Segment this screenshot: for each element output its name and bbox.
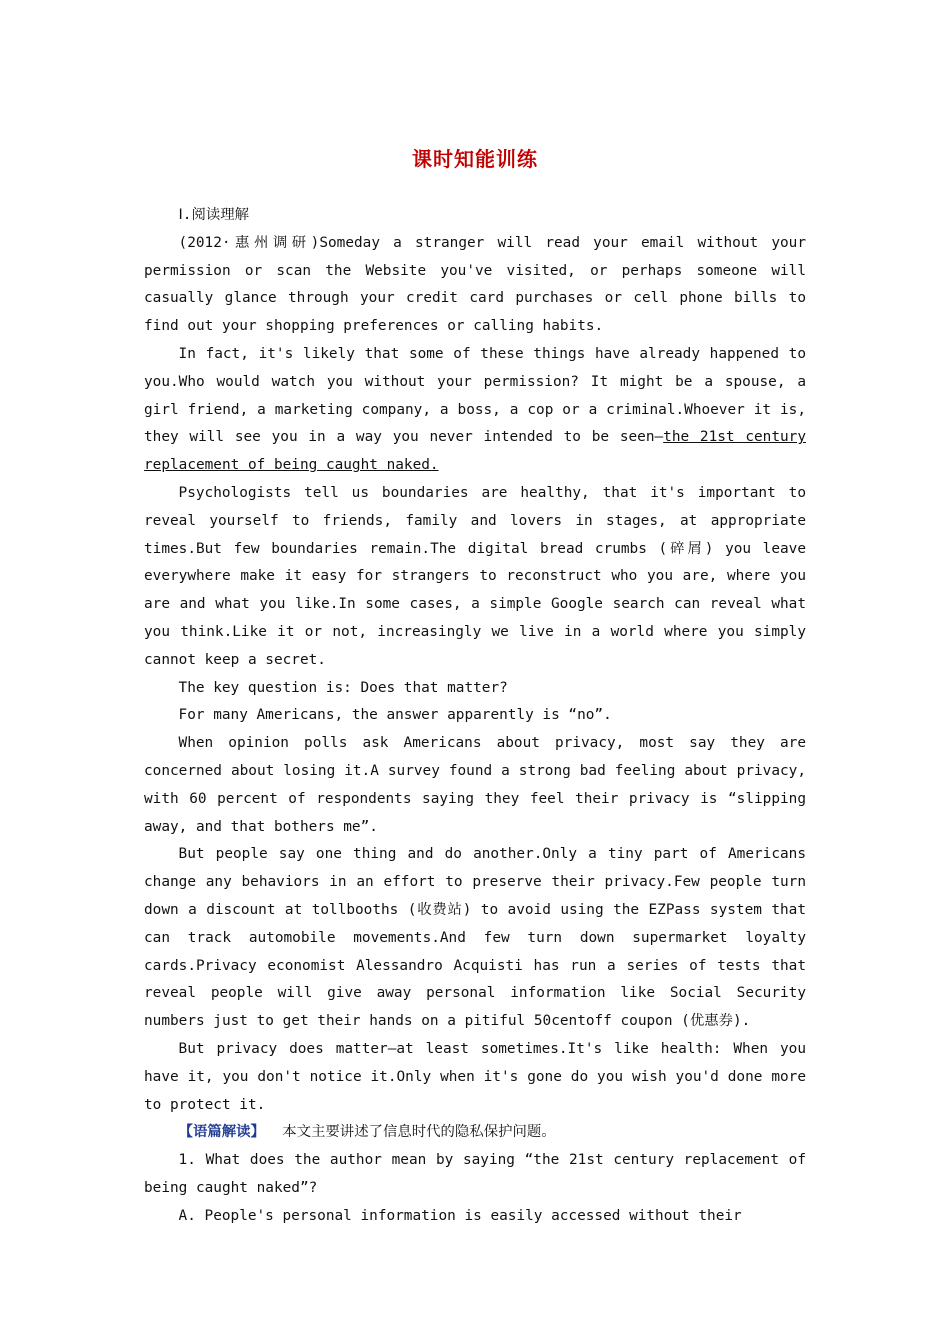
summary-tag: 【语篇解读】 bbox=[178, 1124, 265, 1141]
paragraph-5: For many Americans, the answer apparently is “no”. bbox=[178, 707, 612, 724]
paragraph-6: When opinion polls ask Americans about privacy, most say they are concerned about losing it.A survey found a strong bad feeling about privacy, with 60 percent of respondents saying they feel their privacy is “slipping away, and that bothers me”. bbox=[144, 735, 806, 835]
paragraph-1: (2012·惠州调研)Someday a stranger will read your email without your permission or scan the Website you've visited, or perhaps someone will casually glance through your credit card purchases or cell phone bills to find out your shopping preferences or calling habits. bbox=[144, 234, 806, 335]
summary-text: 本文主要讲述了信息时代的隐私保护问题。 bbox=[282, 1124, 556, 1141]
summary-line bbox=[144, 1119, 806, 1147]
paragraph-8: But privacy does matter—at least sometimes.It's like health: When you have it, you don't notice it.Only when it's gone do you wish you'd done more to protect it. bbox=[144, 1040, 806, 1113]
paragraph-2 bbox=[144, 341, 806, 480]
question-1: 1. What does the author mean by saying “the 21st century replacement of being caught naked”? bbox=[144, 1152, 806, 1196]
section-heading: Ⅰ.阅读理解 bbox=[178, 207, 250, 223]
page-title: 课时知能训练 bbox=[412, 147, 538, 171]
paragraph-3: Psychologists tell us boundaries are healthy, that it's important to reveal yourself to friends, family and lovers in stages, at appropriate times.But few boundaries remain.The digital bread crumbs (碎屑) you leave everywhere make it easy for strangers to reconstruct who you are, where you are and what you like.In some cases, a simple Google search can reveal what you think.Like it or not, increasingly we live in a world where you simply cannot keep a secret. bbox=[144, 484, 806, 668]
paragraph-2-text: In fact, it's likely that some of these things have already happened to you.Who would watch you without your permission? It might be a spouse, a girl friend, a marketing company, a boss, a cop or a criminal.Whoever it is, they will see you in a way you never intended to be seen— bbox=[144, 345, 806, 446]
paragraph-7: But people say one thing and do another.Only a tiny part of Americans change any behaviors in an effort to preserve their privacy.Few people turn down a discount at tollbooths (收费站) to avoid using the EZPass system that can track automobile movements.And few turn down supermarket loyalty cards.Privacy economist Alessandro Acquisti has run a series of tests that reveal people will give away personal information like Social Security numbers just to get their hands on a pitiful 50centoff coupon (优惠券). bbox=[144, 846, 806, 1030]
option-a: A. People's personal information is easily accessed without their bbox=[178, 1207, 742, 1224]
document-body bbox=[144, 202, 806, 1230]
paragraph-4: The key question is: Does that matter? bbox=[178, 679, 508, 696]
underlined-phrase: the 21st century replacement of being caught naked. bbox=[144, 429, 806, 474]
